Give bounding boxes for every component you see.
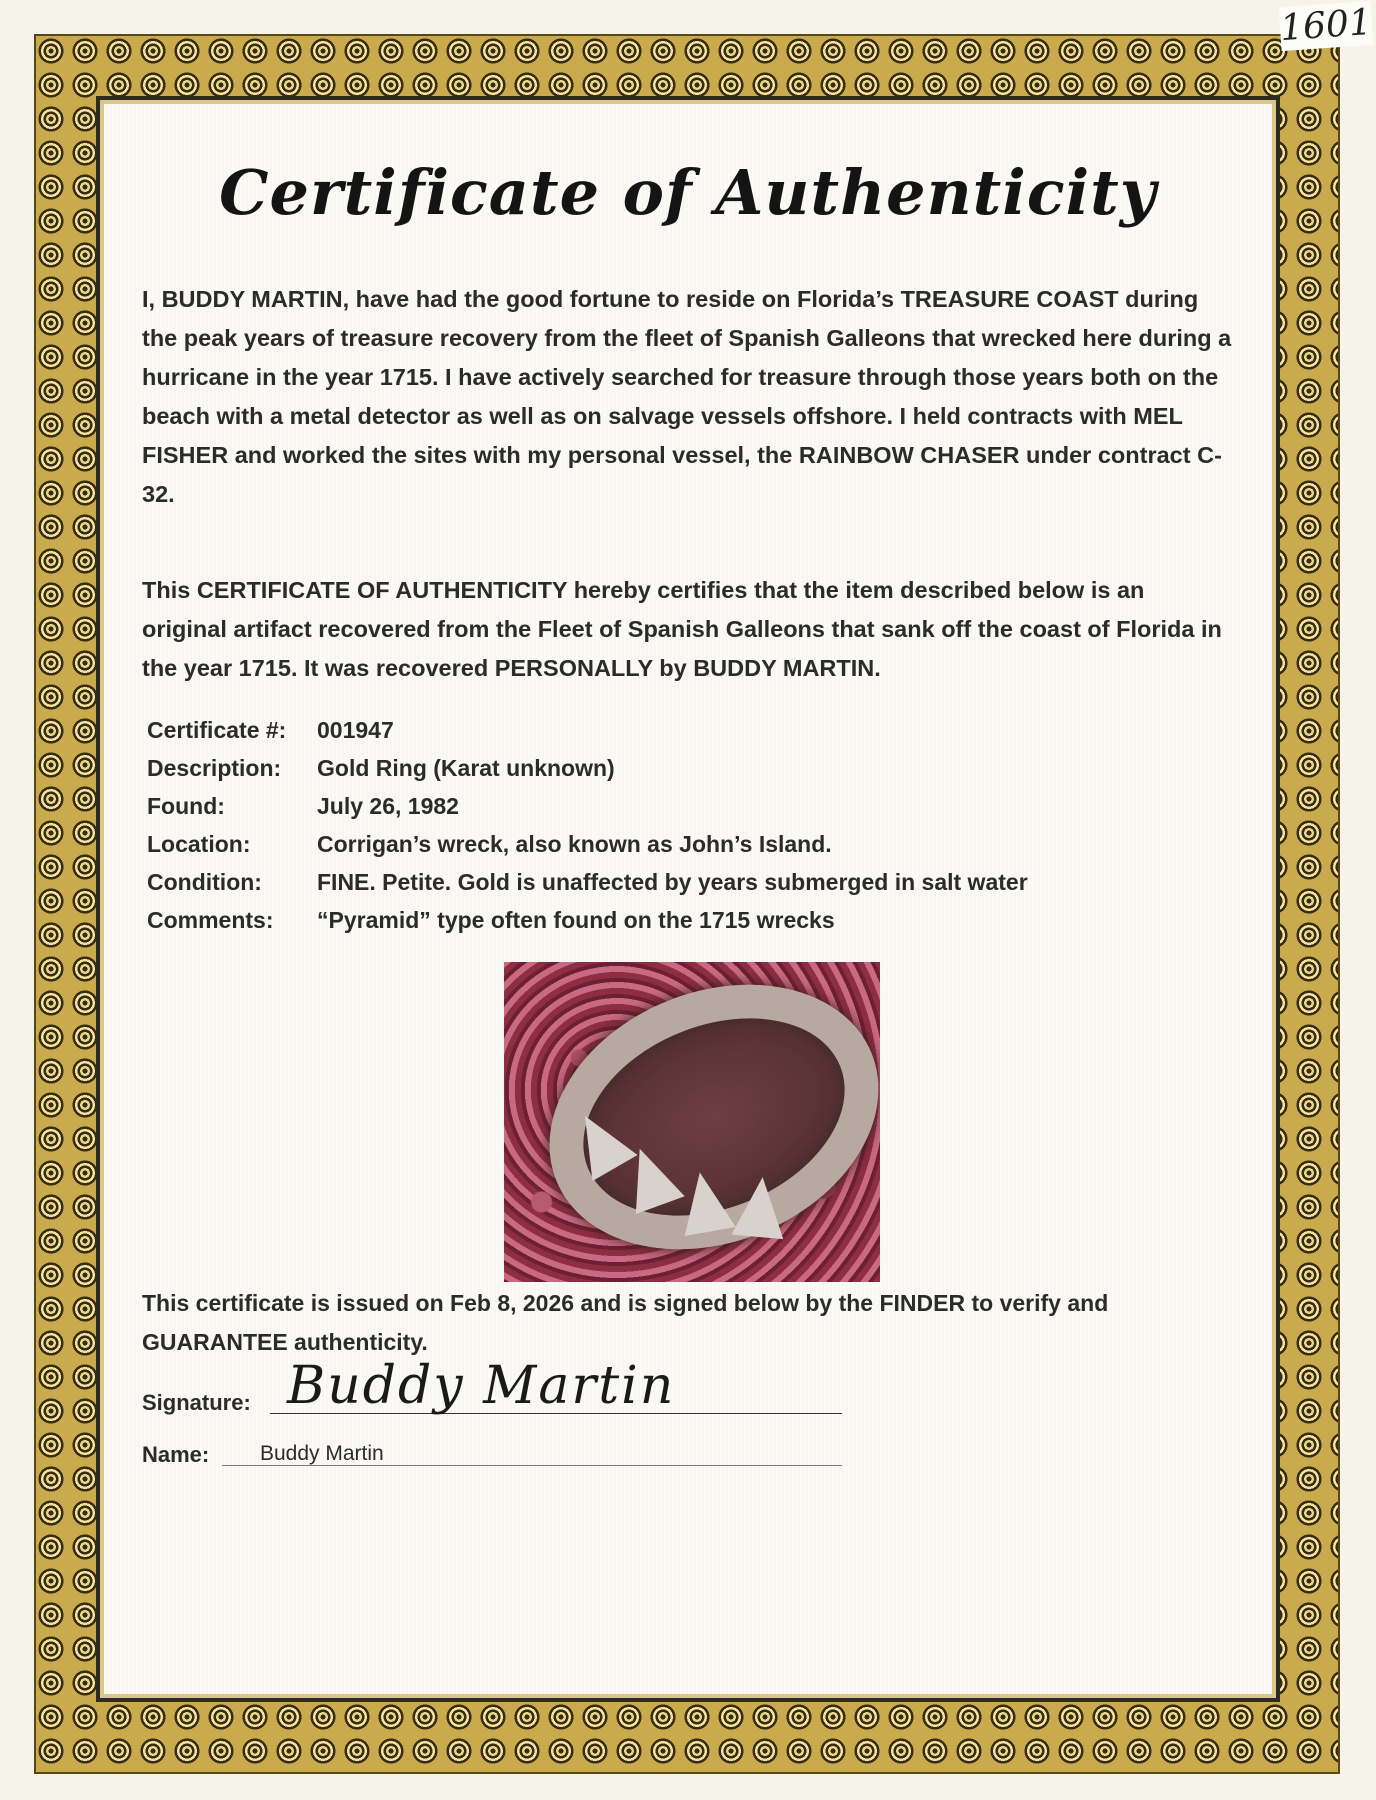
detail-value: FINE. Petite. Gold is unaffected by years submerged in salt water [317,869,1028,895]
detail-row-found [147,790,1047,822]
detail-row-location [147,828,1047,860]
name-label: Name: [142,1442,210,1467]
detail-label: Comments: [147,907,274,933]
detail-row-certificate-number [147,714,1047,746]
handwritten-corner-number: 1601 [1279,1,1374,51]
detail-row-comments [147,904,1047,936]
inner-frame-gold [100,100,1276,1698]
detail-value: Corrigan’s wreck, also known as John’s Island. [317,831,832,857]
name-value: Buddy Martin [260,1442,384,1465]
issued-statement: This certificate is issued on Feb 8, 2026 and is signed below by the FINDER to verify and GUARANTEE authenticity. [142,1290,1109,1355]
ring-pyramid [674,1168,736,1236]
detail-label: Description: [147,755,282,781]
detail-label: Location: [147,831,251,857]
detail-value: Gold Ring (Karat unknown) [317,755,615,781]
signature-label: Signature: [142,1390,251,1415]
detail-value: “Pyramid” type often found on the 1715 wrecks [317,907,835,933]
detail-label: Certificate #: [147,717,287,743]
intro-paragraph: I, BUDDY MARTIN, have had the good fortune to reside on Florida’s TREASURE COAST during the peak years of treasure recovery from the fleet of Spanish Galleons that wrecked here during a hurricane in the year 1715. I have actively searched for treasure through those years both on the beach with a metal detector as well as on salvage vessels offshore. I held contracts with MEL FISHER and worked the sites with my personal vessel, the RAINBOW CHASER under contract C-32. [142,286,1232,507]
signature-row [142,1356,842,1426]
detail-value: 001947 [317,717,394,743]
detail-label: Found: [147,793,225,819]
detail-row-description [147,752,1047,784]
detail-row-condition [147,866,1047,898]
ring-photo [504,962,880,1282]
certificate-content [104,104,1272,1694]
detail-label: Condition: [147,869,262,895]
detail-value: July 26, 1982 [317,793,459,819]
name-row [142,1436,842,1476]
ring-pyramid [731,1175,788,1239]
certify-paragraph: This CERTIFICATE OF AUTHENTICITY hereby certifies that the item described below is an original artifact recovered from the Fleet of Spanish Galleons that sank off the coast of Florida in the year 1715. It was recovered PERSONALLY by BUDDY MARTIN. [142,577,1222,681]
handwritten-signature: Buddy Martin [287,1356,676,1416]
certificate-title: Certificate of Authenticity [219,156,1157,229]
artifact-details [147,714,1047,942]
inner-frame [96,96,1280,1702]
